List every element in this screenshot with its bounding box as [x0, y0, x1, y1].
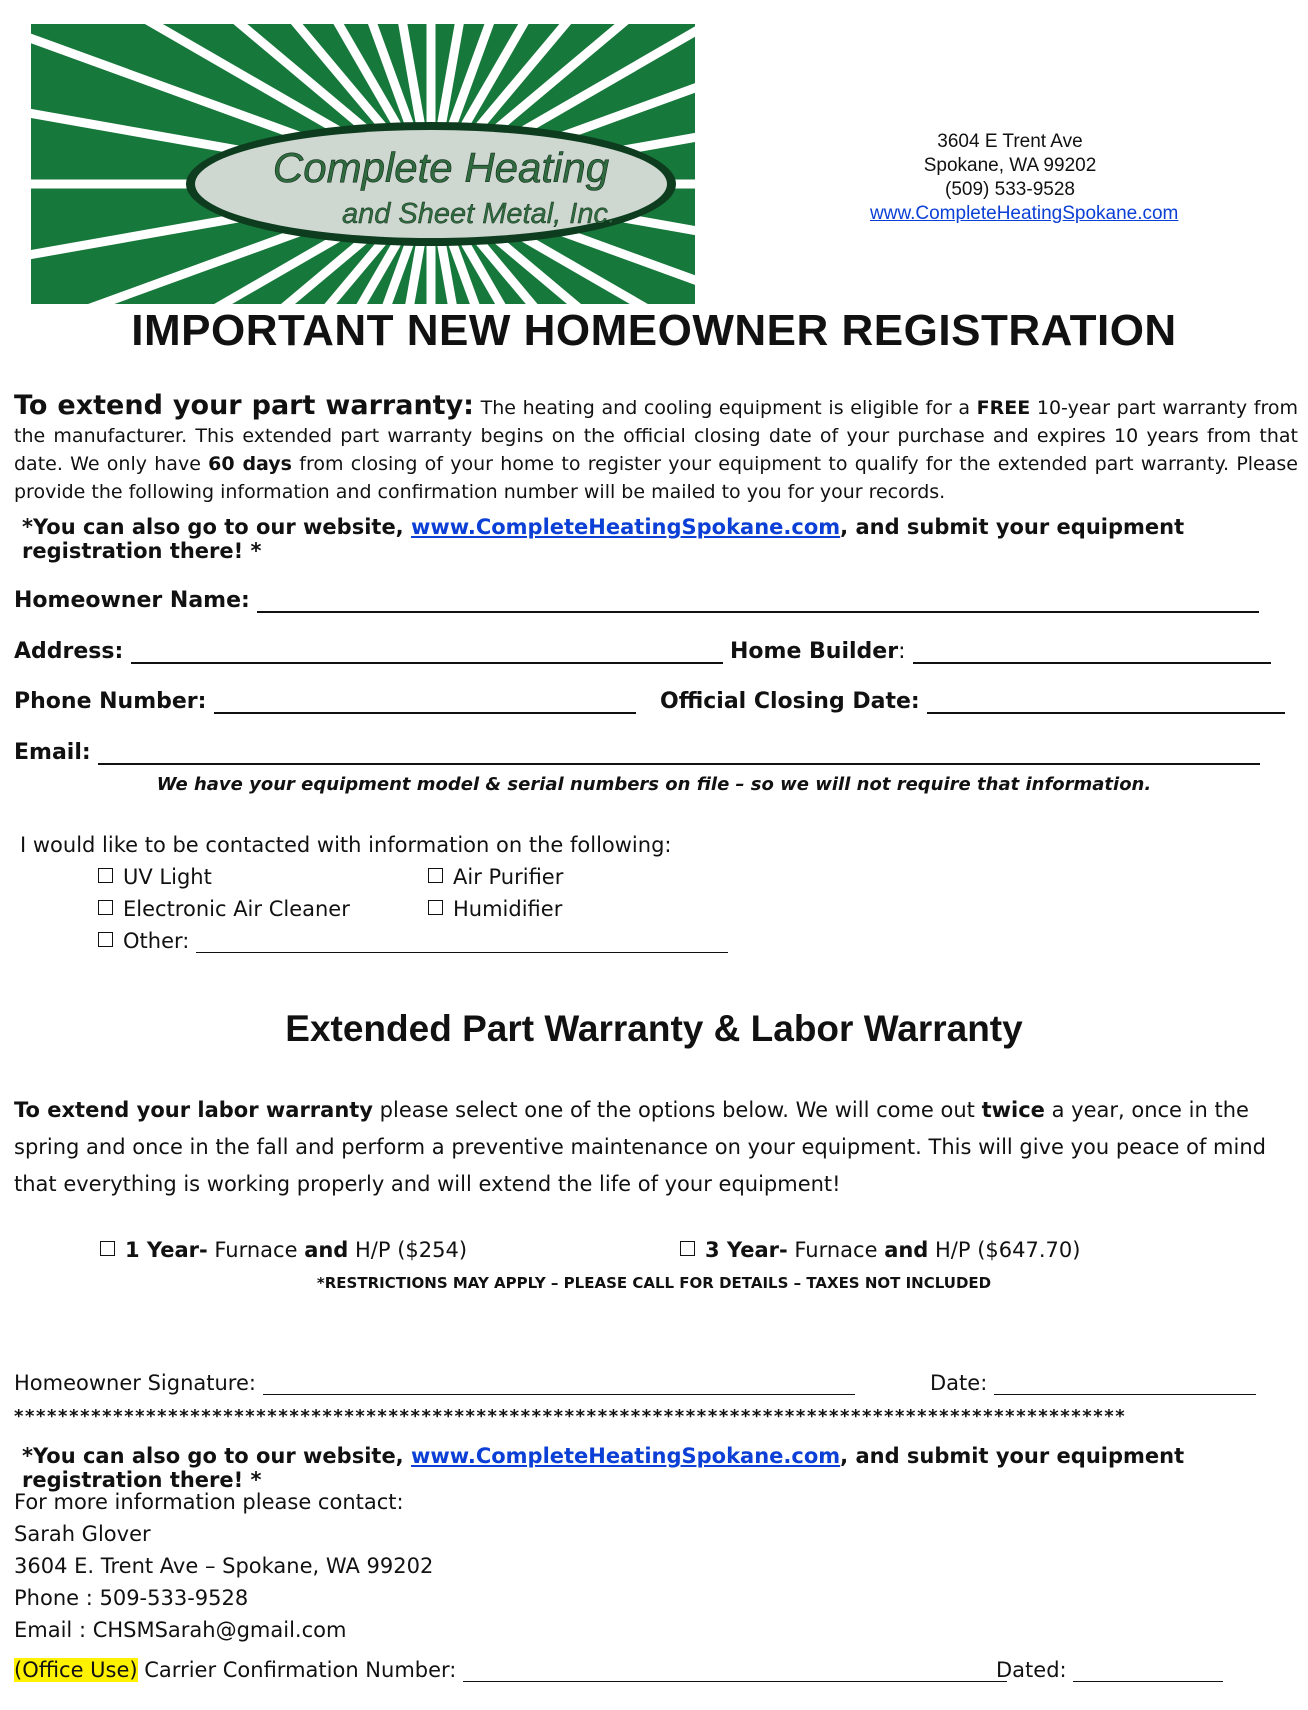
website-note-post: , and submit your equipment registration there! *	[22, 1444, 1185, 1492]
option-electronic-air-cleaner-label: Electronic Air Cleaner	[123, 897, 350, 921]
logo-line1: Complete Heating	[272, 144, 610, 191]
option-electronic-air-cleaner[interactable]	[98, 897, 350, 921]
website-note-link[interactable]: www.CompleteHeatingSpokane.com	[410, 1444, 841, 1468]
checkbox-icon[interactable]	[98, 868, 113, 883]
phone-label: Phone Number:	[14, 689, 207, 714]
home-builder-label: Home Builder	[730, 639, 899, 664]
plan-1-year-price: H/P ($254)	[348, 1238, 468, 1262]
closing-date-label: Official Closing Date:	[660, 689, 920, 714]
carrier-confirmation-input[interactable]	[463, 1661, 1007, 1682]
office-dated-row	[996, 1658, 1223, 1682]
intro-text-3: from closing of your home to register your equipment to qualify for the extended part warranty. Please provide the following information and confirmation number will be mailed to you for your records.	[14, 453, 1298, 503]
separator-stars: *****************************************************************************************************	[14, 1406, 1127, 1427]
plan-1-year-and: and	[304, 1238, 349, 1262]
signature-date-label: Date:	[930, 1371, 988, 1395]
intro-paragraph	[14, 392, 1298, 506]
option-air-purifier[interactable]	[428, 865, 563, 889]
company-city: Spokane, WA 99202	[923, 155, 1097, 176]
option-humidifier-label: Humidifier	[453, 897, 563, 921]
website-note-pre: *You can also go to our website,	[22, 1444, 411, 1468]
labor-warranty-paragraph	[14, 1092, 1298, 1203]
address-input[interactable]	[131, 640, 723, 664]
option-other-label: Other:	[123, 929, 190, 953]
closing-date-input[interactable]	[927, 690, 1285, 714]
plan-1-year-furnace: Furnace	[207, 1238, 305, 1262]
contact-request-prompt: I would like to be contacted with information on the following:	[20, 833, 672, 857]
checkbox-icon[interactable]	[428, 868, 443, 883]
website-note-top	[22, 515, 1308, 563]
plan-3-year-label: 3 Year-	[705, 1238, 788, 1262]
option-uv-light[interactable]	[98, 865, 212, 889]
plan-3-year-price: H/P ($647.70)	[928, 1238, 1081, 1262]
carrier-confirmation-label: Carrier Confirmation Number:	[137, 1658, 457, 1682]
company-phone: (509) 533-9528	[945, 179, 1075, 200]
email-label: Email:	[14, 740, 91, 765]
website-note-link[interactable]: www.CompleteHeatingSpokane.com	[410, 515, 841, 539]
contact-email: Email : CHSMSarah@gmail.com	[14, 1618, 347, 1642]
option-humidifier[interactable]	[428, 897, 562, 921]
signature-label: Homeowner Signature:	[14, 1371, 256, 1395]
address-label: Address:	[14, 639, 124, 664]
closing-date-row	[660, 689, 1285, 714]
intro-text-2: 10-year part warranty from the manufacturer. This extended part warranty begins on the official closing date of your purchase and expires 10 years from that date. We only have	[14, 397, 1298, 475]
checkbox-icon[interactable]	[98, 900, 113, 915]
intro-text-1: The heating and cooling equipment is eligible for a	[473, 397, 977, 419]
signature-row	[14, 1371, 855, 1395]
option-uv-light-label: UV Light	[123, 865, 212, 889]
contact-phone: Phone : 509-533-9528	[14, 1586, 249, 1610]
checkbox-icon[interactable]	[680, 1241, 695, 1256]
option-air-purifier-label: Air Purifier	[453, 865, 564, 889]
homeowner-name-input[interactable]	[257, 589, 1259, 613]
website-note-post: , and submit your equipment registration there! *	[22, 515, 1185, 563]
company-website-link[interactable]: www.CompleteHeatingSpokane.com	[870, 203, 1179, 224]
intro-free: FREE	[976, 397, 1031, 419]
plan-3-year[interactable]	[680, 1238, 1080, 1262]
home-builder-row	[730, 639, 1271, 664]
sunburst-logo-graphic	[31, 24, 695, 304]
home-builder-input[interactable]	[913, 640, 1271, 664]
serial-number-note: We have your equipment model & serial numbers on file – so we will not require that information.	[156, 774, 1152, 795]
home-builder-colon: :	[898, 639, 906, 664]
plan-3-year-furnace: Furnace	[787, 1238, 885, 1262]
office-use-tag: (Office Use)	[14, 1658, 138, 1682]
office-use-row	[14, 1658, 1007, 1682]
checkbox-icon[interactable]	[100, 1241, 115, 1256]
plan-1-year-label: 1 Year-	[125, 1238, 208, 1262]
address-row	[14, 639, 723, 664]
contact-name: Sarah Glover	[14, 1522, 151, 1546]
phone-row	[14, 689, 636, 714]
website-note-bottom	[22, 1444, 1308, 1492]
page-title: IMPORTANT NEW HOMEOWNER REGISTRATION	[131, 306, 1177, 355]
office-dated-label: Dated:	[996, 1658, 1067, 1682]
office-dated-input[interactable]	[1073, 1661, 1223, 1682]
labor-text-1: please select one of the options below. We will come out	[373, 1098, 982, 1122]
company-address-block	[870, 130, 1179, 226]
checkbox-icon[interactable]	[428, 900, 443, 915]
email-input[interactable]	[98, 741, 1260, 765]
homeowner-name-row	[14, 588, 1259, 613]
option-other-input[interactable]	[196, 932, 728, 953]
section-title-warranty: Extended Part Warranty & Labor Warranty	[285, 1008, 1023, 1049]
signature-date-input[interactable]	[994, 1374, 1256, 1395]
labor-lead: To extend your labor warranty	[14, 1098, 373, 1122]
signature-date-row	[930, 1371, 1256, 1395]
intro-lead: To extend your part warranty:	[14, 390, 474, 421]
plan-3-year-and: and	[884, 1238, 929, 1262]
company-street: 3604 E Trent Ave	[937, 131, 1083, 152]
company-logo	[31, 24, 695, 304]
intro-days: 60 days	[208, 453, 292, 475]
contact-block	[14, 1486, 433, 1646]
labor-twice: twice	[981, 1098, 1045, 1122]
email-row	[14, 740, 1260, 765]
homeowner-name-label: Homeowner Name:	[14, 588, 250, 613]
signature-input[interactable]	[263, 1374, 855, 1395]
labor-text-2: a year, once in the spring and once in the fall and perform a preventive maintenance on your equipment. This will give you peace of mind that everything is working properly and will extend the life of your equipment!	[14, 1098, 1266, 1196]
restrictions-note: *RESTRICTIONS MAY APPLY – PLEASE CALL FOR DETAILS – TAXES NOT INCLUDED	[316, 1274, 992, 1292]
website-note-pre: *You can also go to our website,	[22, 515, 411, 539]
logo-line2: and Sheet Metal, Inc.	[341, 198, 617, 230]
option-other[interactable]	[98, 929, 728, 953]
plan-1-year[interactable]	[100, 1238, 467, 1262]
contact-intro: For more information please contact:	[14, 1490, 404, 1514]
contact-address: 3604 E. Trent Ave – Spokane, WA 99202	[14, 1554, 434, 1578]
checkbox-icon[interactable]	[98, 932, 113, 947]
phone-input[interactable]	[214, 690, 636, 714]
